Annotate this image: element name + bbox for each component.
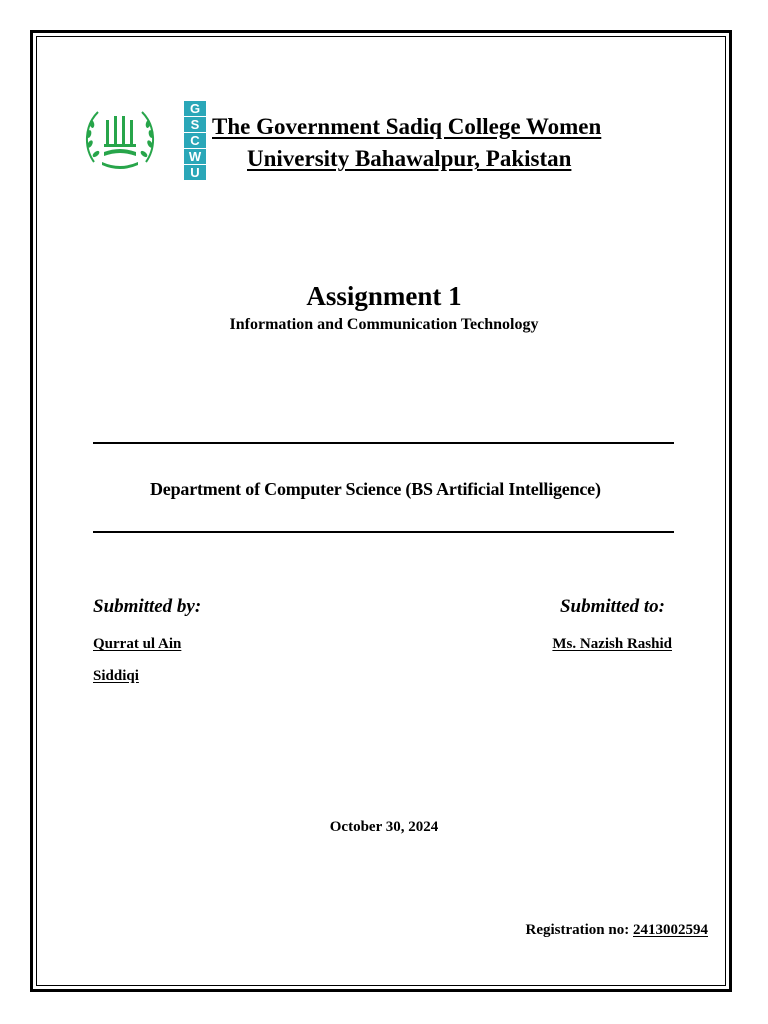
university-name-line-1: The Government Sadiq College Women	[212, 114, 602, 139]
submitted-to-label: Submitted to:	[559, 596, 665, 617]
logo-letter: S	[184, 117, 206, 132]
submitted-by-label: Submitted by:	[93, 596, 202, 617]
student-name-line-2: Siddiqi	[93, 668, 139, 684]
teacher-name: Ms. Nazish Rashid	[552, 636, 672, 652]
university-name-line-2: University Bahawalpur, Pakistan	[247, 146, 572, 171]
registration-number	[526, 922, 709, 939]
registration-label: Registration no:	[525, 922, 630, 938]
course-title: Information and Communication Technology	[229, 316, 539, 333]
divider-bottom	[93, 531, 674, 533]
divider-top	[93, 442, 674, 444]
department-name: Department of Computer Science (BS Artificial Intelligence)	[150, 479, 601, 499]
logo-letters	[184, 101, 206, 180]
logo-letter: U	[184, 165, 206, 180]
submission-date: October 30, 2024	[329, 819, 439, 835]
student-name-line-1: Qurrat ul Ain	[93, 636, 182, 652]
registration-value: 2413002594	[633, 922, 708, 938]
university-crest-icon	[80, 100, 160, 180]
logo-letter: W	[184, 149, 206, 164]
assignment-title: Assignment 1	[306, 281, 462, 311]
logo-letter: G	[184, 101, 206, 116]
logo-letter: C	[184, 133, 206, 148]
